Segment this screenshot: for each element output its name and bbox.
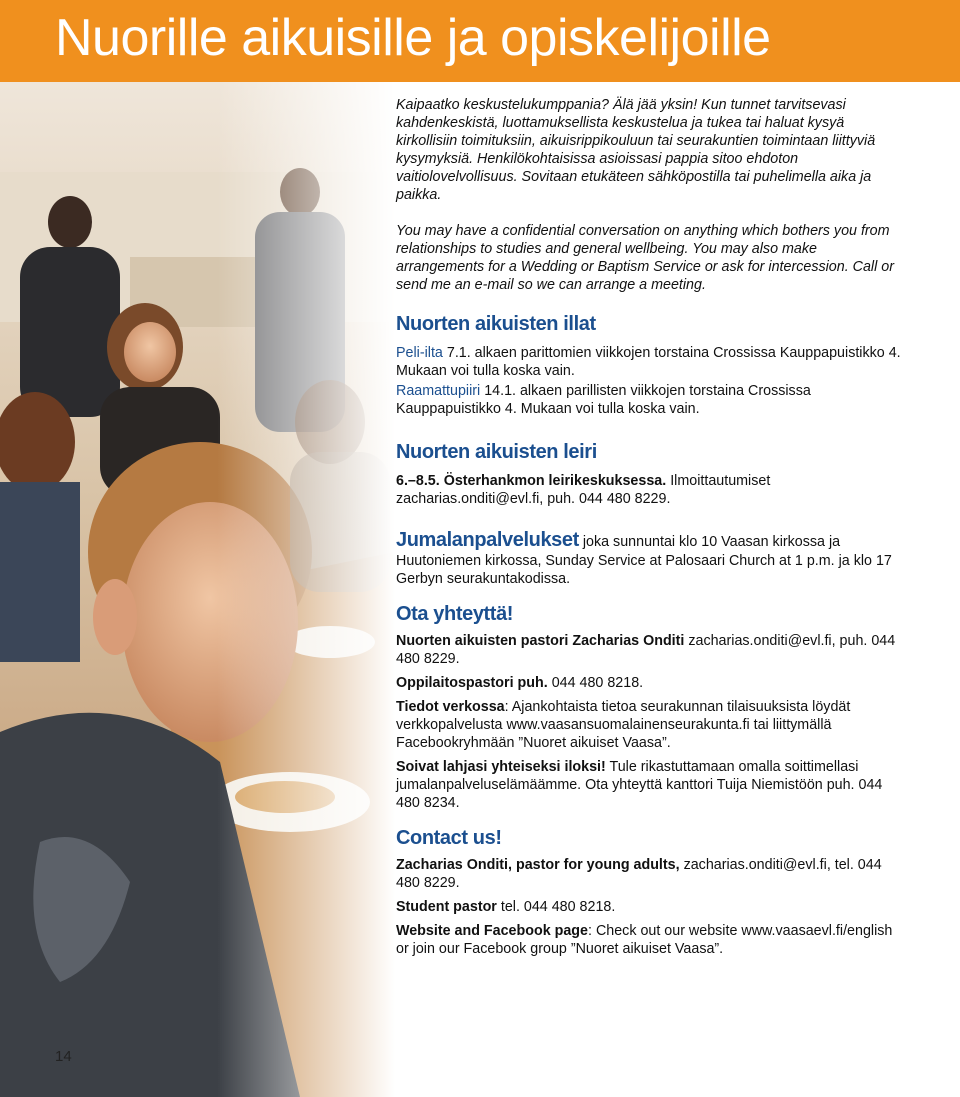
services-heading: Jumalanpalvelukset bbox=[396, 529, 579, 551]
evening-name: Peli-ilta bbox=[396, 345, 443, 361]
contact-item bbox=[396, 674, 908, 692]
contact-label: Zacharias Onditi, pastor for young adults, bbox=[396, 857, 680, 873]
contact-label: Soivat lahjasi yhteiseksi iloksi! bbox=[396, 759, 606, 775]
services-info bbox=[396, 528, 908, 588]
contact-text: zacharias.onditi@evl.fi, tel. 044 480 8229. bbox=[396, 857, 882, 891]
intro-finnish: Kaipaatko keskustelukumppania? Älä jää yksin! Kun tunnet tarvitsevasi kahdenkeskistä, luottamuksellista keskustelua ja tukea tai haluat kysyä kirkollisiin toimituksiin, aikuisrippikouluun tai seurakuntien toimintaan liittyviä kysymyksiä. Henkilökohtaisissa asioissasi pappia sitoo ehdoton vaitiolovelvollisuus. Sovitaan etukäteen sähköpostilla tai puhelimella aika ja paikka. bbox=[396, 97, 876, 203]
page-number: 14 bbox=[55, 1048, 72, 1065]
services-text: joka sunnuntai klo 10 Vaasan kirkossa ja Huutoniemen kirkossa, Sunday Service at Palosaari Church at 1 p.m. ja klo 17 Gerbyn seurakuntakodissa. bbox=[396, 534, 892, 587]
contact-item bbox=[396, 632, 908, 668]
contact-item bbox=[396, 898, 908, 916]
contact-label: Student pastor bbox=[396, 899, 497, 915]
evenings-section bbox=[396, 312, 908, 418]
contact-text: : Check out our website www.vaasaevl.fi/english or join our Facebook group ”Nuoret aikuiset Vaasa”. bbox=[396, 923, 893, 957]
contact-text: zacharias.onditi@evl.fi, puh. 044 480 8229. bbox=[396, 633, 896, 667]
page-header bbox=[0, 0, 960, 82]
contact-fi-section bbox=[396, 602, 908, 812]
camp-section bbox=[396, 440, 908, 508]
evening-text: 7.1. alkaen parittomien viikkojen torstaina Crossissa Kauppapuistikko 4. Mukaan voi tulla koska vain. bbox=[396, 345, 901, 379]
contact-en-section bbox=[396, 826, 908, 958]
contact-item bbox=[396, 698, 908, 752]
evening-item bbox=[396, 344, 908, 380]
contact-label: Website and Facebook page bbox=[396, 923, 588, 939]
evening-name: Raamattupiiri bbox=[396, 383, 481, 399]
students-dining-photo bbox=[0, 82, 395, 1097]
contact-label: Nuorten aikuisten pastori Zacharias Onditi bbox=[396, 633, 685, 649]
photo-illustration bbox=[0, 82, 395, 1097]
evening-item bbox=[396, 382, 908, 418]
contact-item bbox=[396, 758, 908, 812]
contact-text: tel. 044 480 8218. bbox=[496, 899, 616, 915]
contact-item bbox=[396, 922, 908, 958]
contact-text: Tule rikastuttamaan omalla soittimellasi jumalanpalveluselämäämme. Ota yhteyttä kanttori Tuija Niemistöön puh. 044 480 8234. bbox=[396, 759, 883, 811]
evenings-heading: Nuorten aikuisten illat bbox=[396, 313, 596, 335]
camp-info bbox=[396, 472, 908, 508]
intro-english: You may have a confidential conversation on anything which bothers you from relationships to studies and general wellbeing. You may also make arrangements for a Wedding or Baptism Service or ask for intercession. Call or send me an e-mail so we can arrange a meeting. bbox=[396, 223, 894, 293]
contact-label: Tiedot verkossa bbox=[396, 699, 505, 715]
contact-label: Oppilaitospastori puh. bbox=[396, 675, 548, 691]
contact-text: : Ajankohtaista tietoa seurakunnan tilaisuuksista löydät verkkopalvelusta www.vaasansuomalainenseurakunta.fi tai liittymällä Facebookryhmään ”Nuoret aikuiset Vaasa”. bbox=[396, 699, 851, 751]
main-content bbox=[396, 96, 908, 958]
contact-en-heading: Contact us! bbox=[396, 827, 502, 849]
page-title: Nuorille aikuisille ja opiskelijoille bbox=[55, 9, 771, 67]
camp-date-place: 6.–8.5. Österhankmon leirikeskuksessa. bbox=[396, 473, 667, 489]
evening-text: 14.1. alkaen parillisten viikkojen torstaina Crossissa Kauppapuistikko 4. Mukaan voi tulla koska vain. bbox=[396, 383, 811, 417]
contact-fi-heading: Ota yhteyttä! bbox=[396, 603, 514, 625]
services-section bbox=[396, 528, 908, 588]
camp-text: Ilmoittautumiset zacharias.onditi@evl.fi, puh. 044 480 8229. bbox=[396, 473, 771, 507]
contact-item bbox=[396, 856, 908, 892]
camp-heading: Nuorten aikuisten leiri bbox=[396, 441, 597, 463]
contact-text: 044 480 8218. bbox=[547, 675, 644, 691]
